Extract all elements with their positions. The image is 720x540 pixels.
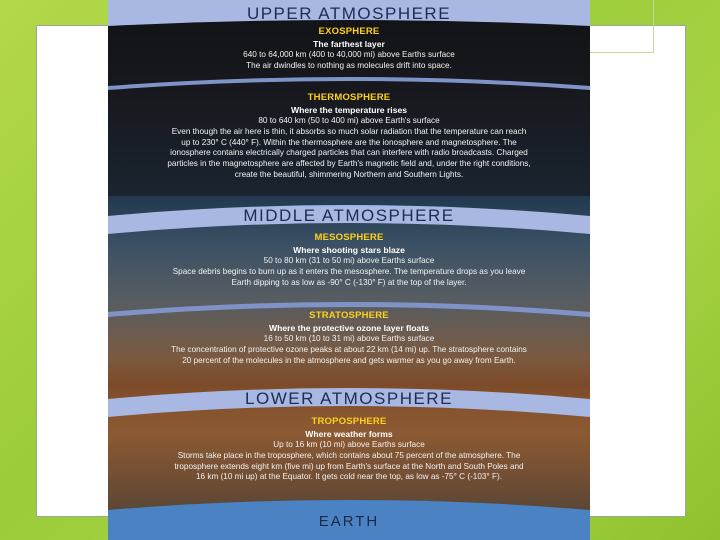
thermosphere-line: create the beautiful, shimmering Northern and Southern Lights. [234,170,464,180]
troposphere-block [108,416,590,483]
mesosphere-title: MESOSPHERE [314,232,384,243]
exosphere-block [108,26,590,72]
exosphere-subtitle: The farthest layer [313,38,385,49]
mesosphere-line: 50 to 80 km (31 to 50 mi) above Earths surface [263,255,435,265]
exosphere-line: The air dwindles to nothing as molecules drift into space. [246,60,452,70]
exosphere-divider [108,77,590,90]
upper-atmosphere-label: UPPER ATMOSPHERE [246,4,452,23]
troposphere-line: Up to 16 km (10 mi) above Earths surface [273,439,425,449]
thermosphere-title: THERMOSPHERE [307,92,391,103]
thermosphere-line: 80 to 640 km (50 to 400 mi) above Earth's surface [258,115,440,125]
stratosphere-line: The concentration of protective ozone peaks at about 22 km (14 mi) up. The stratosphere contains [171,344,527,354]
exosphere-title: EXOSPHERE [318,26,380,37]
stratosphere-title: STRATOSPHERE [309,310,389,321]
thermosphere-subtitle: Where the temperature rises [290,104,408,115]
stratosphere-subtitle: Where the protective ozone layer floats [269,322,429,333]
stratosphere-line: 20 percent of the molecules in the atmosphere and gets warmer as you go away from Earth. [182,355,516,365]
thermosphere-line: Even though the air here is thin, it absorbs so much solar radiation that the temperature can reach [171,126,527,136]
lower-atmosphere-label: LOWER ATMOSPHERE [245,389,453,408]
mesosphere-subtitle: Where shooting stars blaze [293,244,405,255]
decorative-corner-box [588,0,654,53]
troposphere-line: 16 km (10 mi up) at the Equator. It gets cold near the top, as low as -75° C (-103° F). [196,472,502,482]
thermosphere-line: up to 230° C (440° F). Within the thermosphere are the ionosphere and magnetosphere. The [181,137,517,147]
troposphere-line: troposphere extends eight km (five mi) up from Earth's surface at the North and South Poles and [174,461,524,471]
mesosphere-line: Earth dipping to as low as -90° C (-130° F) at the top of the layer. [231,277,467,287]
middle-atmosphere-label: MIDDLE ATMOSPHERE [243,206,455,225]
mesosphere-line: Space debris begins to burn up as it enters the mesosphere. The temperature drops as you leave [172,266,526,276]
earth-label: EARTH [318,513,380,530]
thermosphere-line: particles in the magnetosphere are affected by Earth's magnetic field and, under the right conditions, [167,159,531,169]
thermosphere-line: ionosphere contains electrically charged particles that can interfere with radio broadcasts. Charged [170,148,528,158]
troposphere-line: Storms take place in the troposphere, which contains about 75 percent of the atmosphere. The [177,450,521,460]
thermosphere-block [108,92,590,181]
exosphere-line: 640 to 64,000 km (400 to 40,000 mi) above Earths surface [243,49,455,59]
troposphere-subtitle: Where weather forms [305,428,393,439]
atmosphere-infographic [108,0,590,540]
stratosphere-line: 16 to 50 km (10 to 31 mi) above Earths surface [263,333,435,343]
mesosphere-block [108,232,590,288]
stratosphere-block [108,310,590,366]
troposphere-title: TROPOSPHERE [311,416,387,427]
